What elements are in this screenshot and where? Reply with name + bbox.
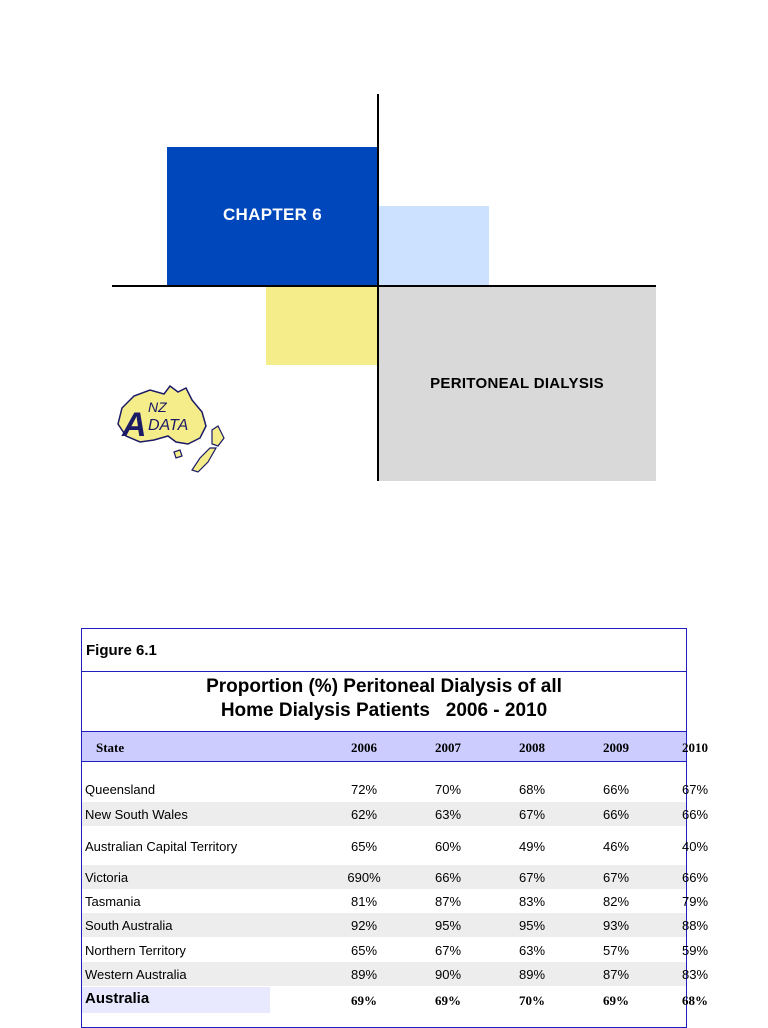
table-header (82, 731, 708, 762)
figure-title (82, 675, 686, 723)
header-2008: 2008 (519, 740, 545, 755)
row-state: Northern Territory (85, 943, 186, 958)
row-value: 67% (602, 870, 630, 885)
header-state: State (96, 740, 125, 755)
row-value: 63% (518, 943, 546, 958)
row-value: 92% (350, 918, 378, 933)
row-value: 70% (434, 782, 462, 797)
row-state: New South Wales (85, 807, 188, 822)
row-value: 46% (602, 839, 630, 854)
row-value: 87% (602, 967, 630, 982)
row-state: Australian Capital Territory (85, 839, 238, 854)
total-state: Australia (85, 990, 150, 1007)
row-value: 68% (518, 782, 546, 797)
row-value: 67% (681, 782, 709, 797)
row-value: 89% (350, 967, 378, 982)
row-value: 81% (350, 894, 378, 909)
row-value: 66% (681, 870, 709, 885)
total-value: 69% (435, 993, 461, 1008)
row-value: 93% (602, 918, 630, 933)
row-value: 88% (681, 918, 709, 933)
total-value: 68% (682, 993, 708, 1008)
row-value: 57% (602, 943, 630, 958)
row-value: 83% (681, 967, 709, 982)
logo-letter-a: A (122, 406, 147, 444)
total-value: 70% (519, 993, 545, 1008)
row-value: 82% (602, 894, 630, 909)
header-2007: 2007 (435, 740, 461, 755)
row-state: Queensland (85, 782, 156, 797)
row-value: 95% (518, 918, 546, 933)
row-value: 59% (681, 943, 709, 958)
anzdata-logo-icon (112, 378, 232, 478)
row-state: Victoria (85, 870, 129, 885)
row-state: Western Australia (85, 967, 187, 982)
section-title: PERITONEAL DIALYSIS (430, 375, 604, 392)
total-row (82, 987, 708, 1013)
horizontal-rule (112, 285, 656, 287)
row-value: 65% (350, 839, 378, 854)
chapter-label: CHAPTER 6 (222, 205, 323, 224)
row-value: 66% (602, 782, 630, 797)
light-blue-square (378, 206, 489, 286)
row-value: 95% (434, 918, 462, 933)
figure-table (81, 628, 709, 1028)
logo-letters-nz: NZ (148, 399, 167, 415)
header-2009: 2009 (603, 740, 629, 755)
row-value: 63% (434, 807, 462, 822)
row-state: South Australia (85, 918, 173, 933)
row-value: 83% (518, 894, 546, 909)
figure-title-line1: Proportion (%) Peritoneal Dialysis of all (206, 676, 562, 697)
table-row (82, 834, 709, 858)
row-value: 90% (434, 967, 462, 982)
row-value: 66% (681, 807, 709, 822)
row-value: 60% (434, 839, 462, 854)
logo-letters-data: DATA (148, 417, 189, 434)
header-2006: 2006 (351, 740, 377, 755)
row-value: 690% (347, 870, 381, 885)
total-value: 69% (351, 993, 377, 1008)
row-value: 66% (434, 870, 462, 885)
vertical-rule (377, 94, 379, 481)
table-row (82, 889, 709, 913)
row-value: 49% (518, 839, 546, 854)
row-value: 87% (434, 894, 462, 909)
row-value: 72% (350, 782, 378, 797)
row-state: Tasmania (85, 894, 141, 909)
yellow-square (266, 286, 378, 365)
table-row (82, 865, 709, 889)
figure-label: Figure 6.1 (86, 642, 157, 659)
row-value: 67% (518, 870, 546, 885)
table-row (82, 962, 709, 986)
row-value: 79% (681, 894, 709, 909)
figure-separator (82, 671, 686, 672)
total-value: 69% (603, 993, 629, 1008)
table-row (82, 777, 709, 801)
row-value: 89% (518, 967, 546, 982)
row-value: 66% (602, 807, 630, 822)
table-row (82, 938, 709, 962)
row-value: 65% (350, 943, 378, 958)
figure-title-line2: Home Dialysis Patients 2006 - 2010 (220, 700, 548, 721)
row-value: 67% (518, 807, 546, 822)
row-value: 40% (681, 839, 709, 854)
row-value: 67% (434, 943, 462, 958)
header-2010: 2010 (682, 740, 708, 755)
row-value: 62% (350, 807, 378, 822)
table-row (82, 913, 709, 937)
table-row (82, 802, 709, 826)
